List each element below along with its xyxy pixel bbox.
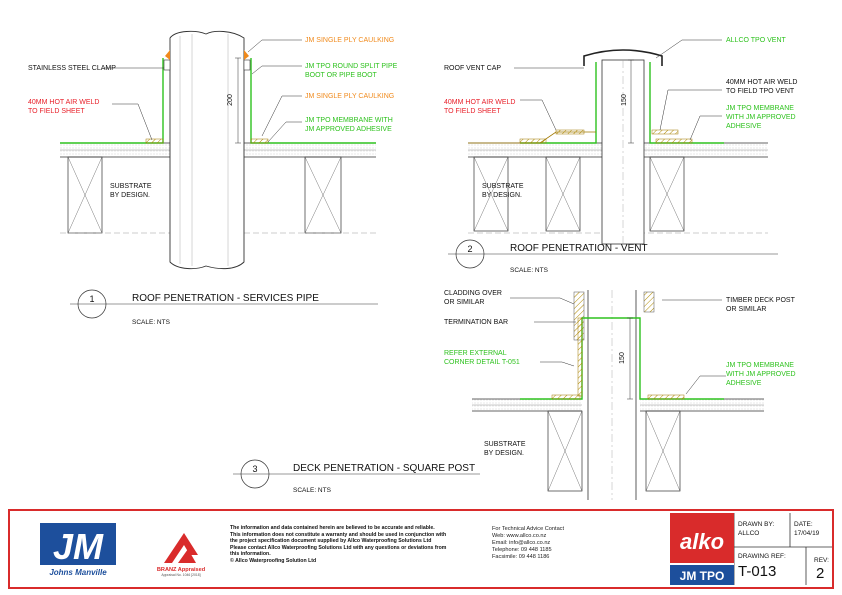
disclaimer-line: this information. [230, 551, 271, 558]
date-value: 17/04/19 [794, 530, 820, 537]
advice-line: Web: www.allco.co.nz [492, 533, 547, 539]
label-termination-bar: TERMINATION BAR [444, 319, 509, 326]
detail-2-dimension: 150 [621, 94, 628, 106]
drawing-info-grid [734, 513, 832, 585]
label-hot-air-weld-2: TO FIELD SHEET [28, 108, 85, 115]
detail-1-services-pipe [28, 31, 398, 326]
detail-3-number: 3 [252, 464, 258, 474]
detail-2-number: 2 [467, 244, 473, 254]
label-vent-weld2-1: 40MM HOT AIR WELD [726, 79, 798, 86]
label-hot-air-weld-1: 40MM HOT AIR WELD [28, 99, 100, 106]
label-caulking-mid: JM SINGLE PLY CAULKING [305, 93, 395, 100]
drawing-ref-label: DRAWING REF: [738, 553, 786, 560]
detail-2-scale: SCALE: NTS [510, 267, 548, 274]
label-refer-2: CORNER DETAIL T-051 [444, 359, 520, 366]
drawn-by-value: ALLCO [738, 530, 760, 537]
label-post-substrate-2: BY DESIGN. [484, 450, 524, 457]
svg-text:JM: JM [52, 526, 104, 567]
advice-line: For Technical Advice Contact [492, 526, 565, 532]
date-label: DATE: [794, 521, 813, 528]
disclaimer-line: This information does not constitute a warranty and should be used in conjunction with [230, 531, 447, 538]
disclaimer-line: Please contact Allco Waterproofing Solutions Ltd with any questions or deviations from [230, 544, 447, 551]
label-cladding-2: OR SIMILAR [444, 299, 485, 306]
label-cladding-1: CLADDING OVER [444, 290, 502, 297]
detail-3-scale: SCALE: NTS [293, 487, 331, 494]
label-post-membrane-1: JM TPO MEMBRANE [726, 362, 794, 369]
detail-3-dimension: 150 [619, 352, 626, 364]
label-vent-weld-1: 40MM HOT AIR WELD [444, 99, 516, 106]
revision-label: REV: [814, 557, 829, 564]
jm-tpo-wordmark: JM TPO [679, 569, 725, 583]
detail-1-scale: SCALE: NTS [132, 319, 170, 326]
label-vent-membrane-1: JM TPO MEMBRANE [726, 105, 794, 112]
revision-value: 2 [816, 565, 825, 582]
label-refer-1: REFER EXTERNAL [444, 350, 507, 357]
label-vent-cap: ROOF VENT CAP [444, 65, 502, 72]
drawn-by-label: DRAWN BY: [738, 521, 775, 528]
label-vent-membrane-3: ADHESIVE [726, 123, 762, 130]
advice-line: Telephone: 09 448 1185 [492, 547, 552, 553]
label-caulking-top: JM SINGLE PLY CAULKING [305, 37, 395, 44]
label-deck-post-2: OR SIMILAR [726, 306, 767, 313]
branz-appraised-logo [150, 525, 212, 577]
disclaimer-line: the project specification document supplied by Allco Waterproofing Solutions Ltd [230, 538, 432, 545]
detail-1-title: ROOF PENETRATION - SERVICES PIPE [132, 293, 319, 304]
label-membrane-2: JM APPROVED ADHESIVE [305, 126, 392, 133]
title-block [8, 509, 834, 589]
jm-name: Johns Manville [49, 568, 107, 577]
label-tpo-vent: ALLCO TPO VENT [726, 37, 786, 44]
label-substrate-1: SUBSTRATE [110, 183, 152, 190]
label-substrate-2: BY DESIGN. [110, 192, 150, 199]
disclaimer-line: The information and data contained herein are believed to be accurate and reliable. [230, 525, 435, 531]
label-post-substrate-1: SUBSTRATE [484, 441, 526, 448]
label-vent-membrane-2: WITH JM APPROVED [726, 114, 796, 121]
label-post-membrane-3: ADHESIVE [726, 380, 762, 387]
alko-wordmark: alko [679, 529, 725, 554]
label-membrane-1: JM TPO MEMBRANE WITH [305, 117, 393, 124]
detail-1-dimension: 200 [227, 94, 234, 106]
label-pipe-boot-1: JM TPO ROUND SPLIT PIPE [305, 63, 398, 70]
detail-2-title: ROOF PENETRATION - VENT [510, 243, 648, 254]
detail-3-square-post [233, 290, 796, 500]
drawing-ref-value: T-013 [738, 563, 777, 580]
disclaimer-line: © Allco Waterproofing Solution Ltd [230, 557, 317, 564]
detail-1-number: 1 [89, 294, 95, 304]
technical-advice [492, 526, 564, 561]
detail-2-roof-vent [444, 37, 797, 274]
advice-line: Facsimile: 09 448 1186 [492, 554, 550, 560]
advice-line: Email: info@allco.co.nz [492, 540, 551, 546]
label-vent-weld-2: TO FIELD SHEET [444, 108, 501, 115]
alko-jm-tpo-logo [670, 513, 734, 585]
label-pipe-boot-2: BOOT OR PIPE BOOT [305, 72, 377, 79]
johns-manville-logo [36, 521, 120, 579]
label-stainless-clamp: STAINLESS STEEL CLAMP [28, 65, 116, 72]
label-vent-substrate-2: BY DESIGN. [482, 192, 522, 199]
branz-label: BRANZ Appraised [156, 567, 206, 573]
detail-3-title: DECK PENETRATION - SQUARE POST [293, 463, 476, 474]
label-vent-weld2-2: TO FIELD TPO VENT [726, 88, 795, 95]
disclaimer [230, 525, 480, 565]
label-post-membrane-2: WITH JM APPROVED [726, 371, 796, 378]
label-deck-post-1: TIMBER DECK POST [726, 297, 795, 304]
label-vent-substrate-1: SUBSTRATE [482, 183, 524, 190]
branz-appraisal-number: Appraisal No. 1046 [2018] [161, 573, 201, 577]
